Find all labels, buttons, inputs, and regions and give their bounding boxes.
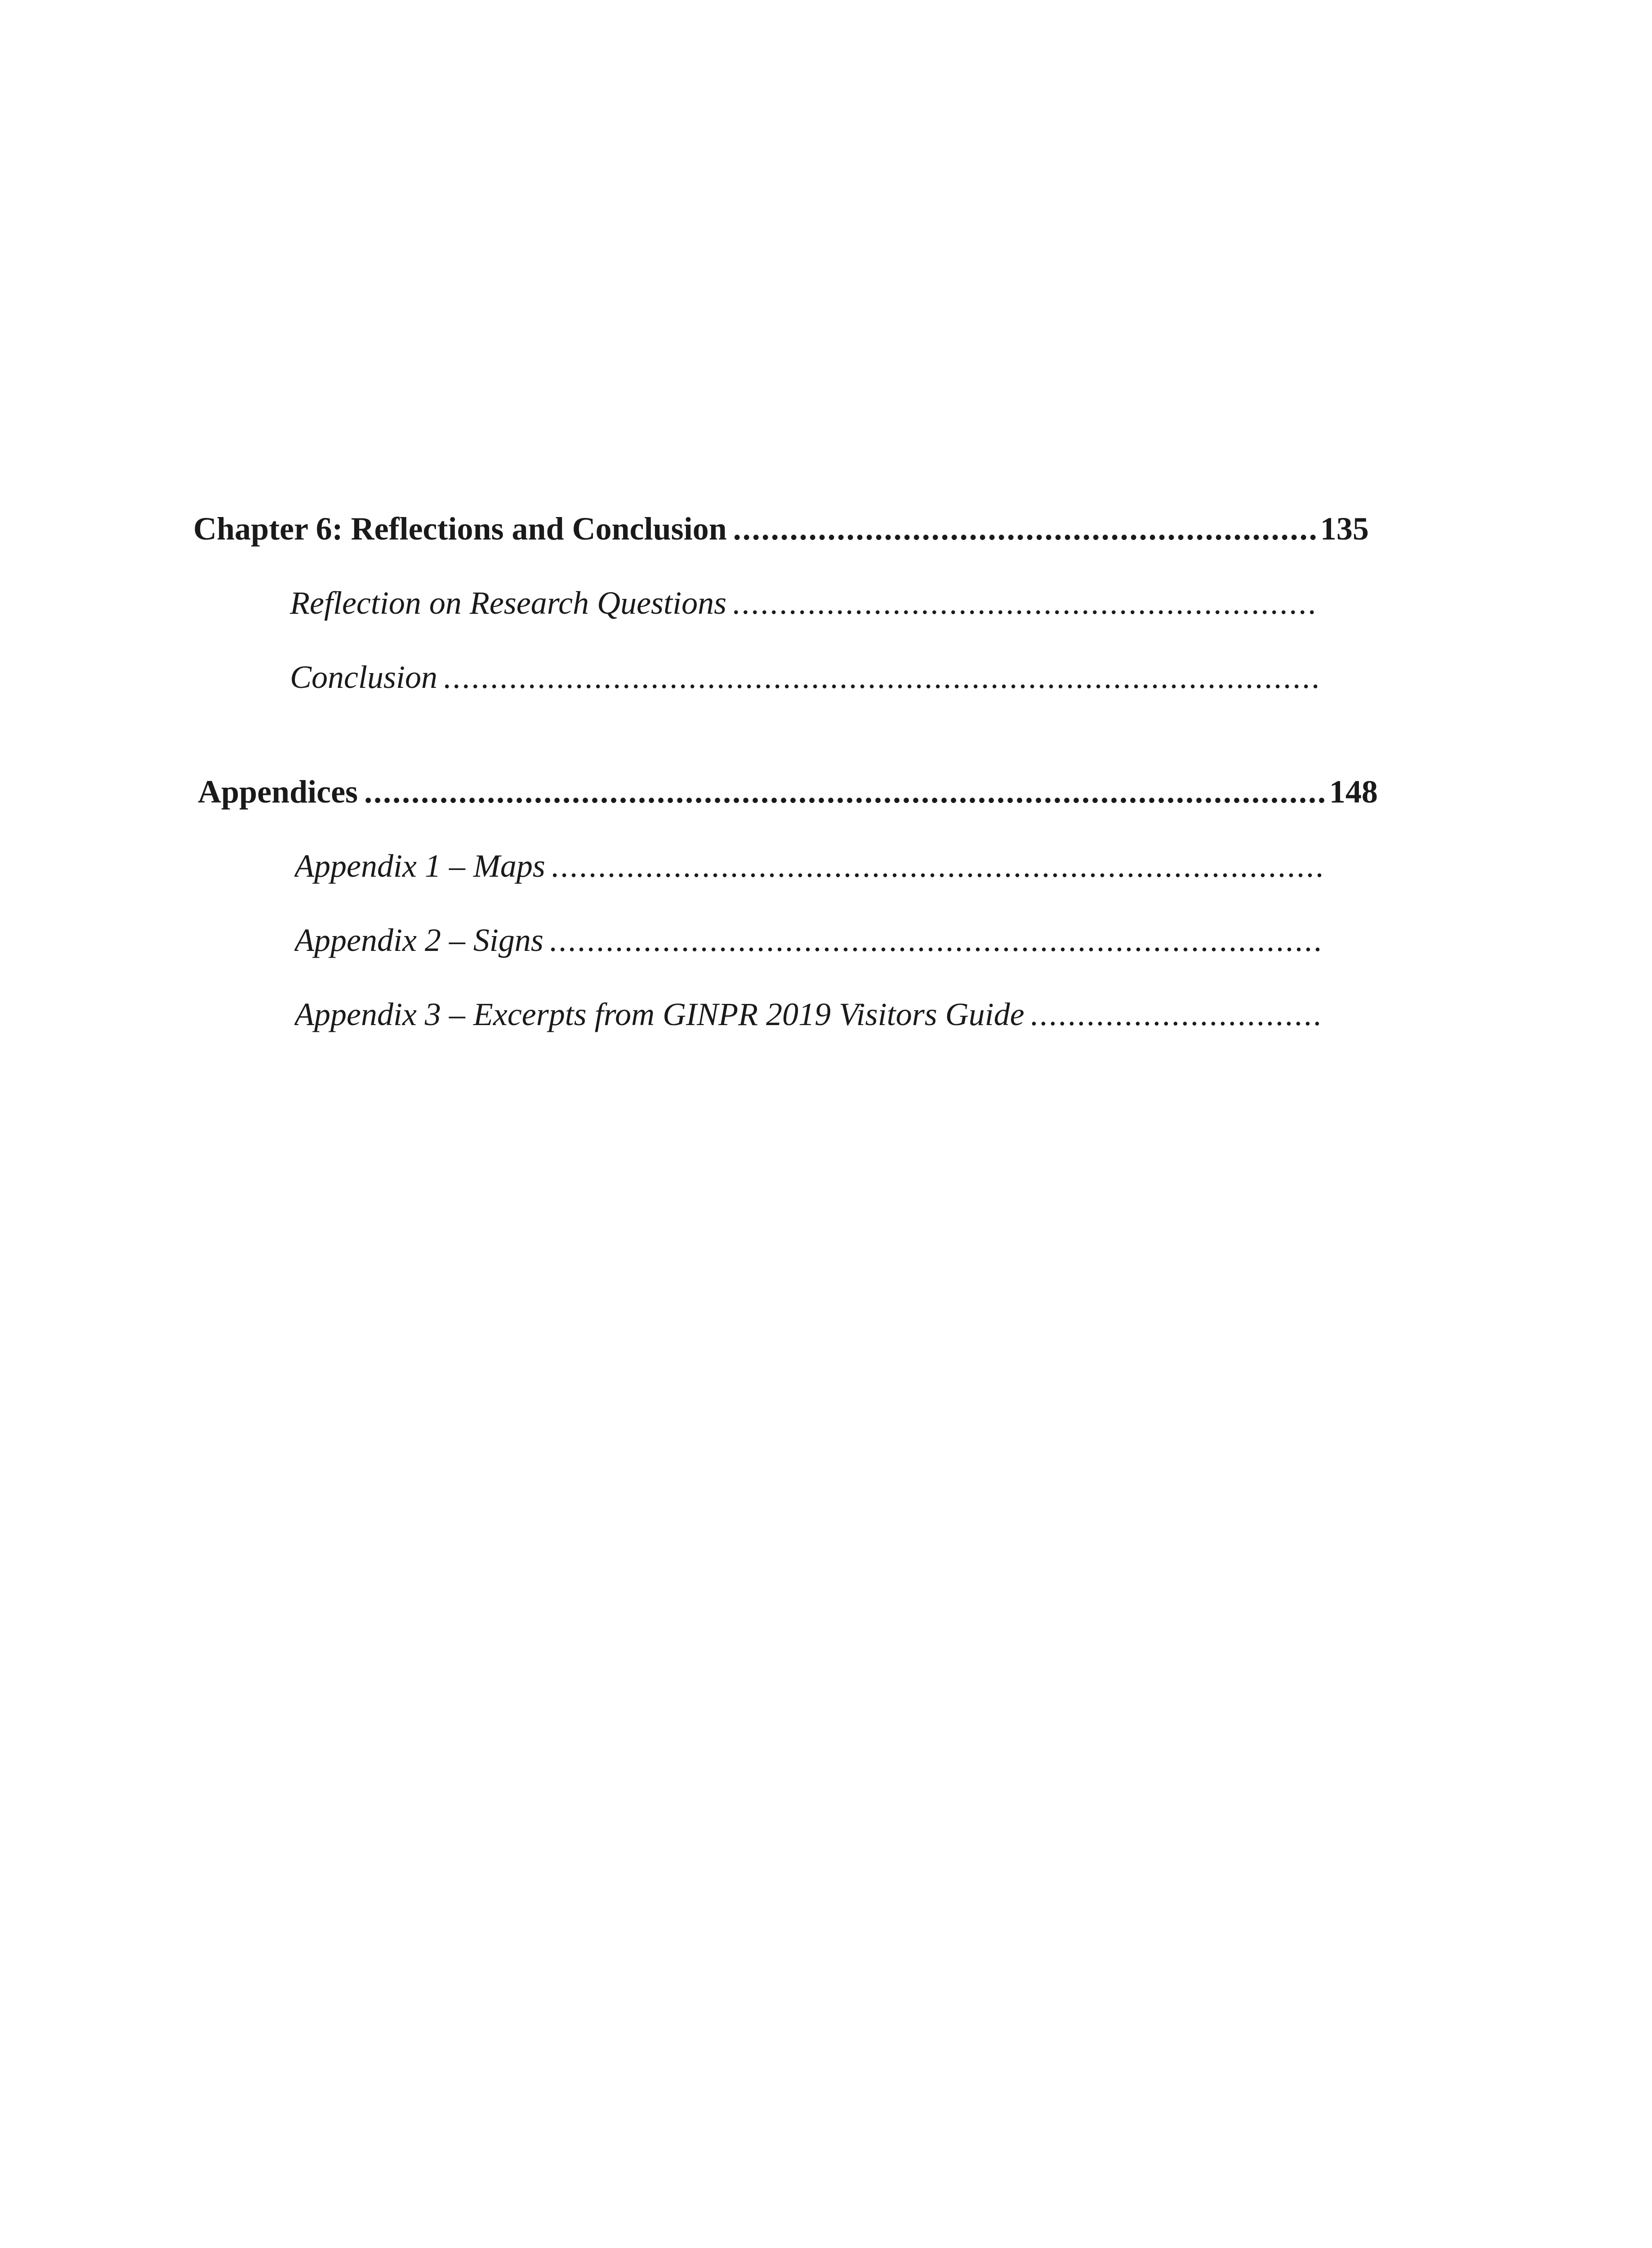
dot-leader [733,584,1315,622]
toc-subentry-reflection [290,584,1315,622]
toc-subentry-appendix-1 [294,847,1322,885]
toc-subentry-appendix-3 [294,996,1322,1033]
toc-entry-title: Chapter 6: Reflections and Conclusion [193,511,727,547]
toc-subentry-title: Conclusion [290,659,438,695]
dot-leader [550,922,1322,959]
dot-leader [733,510,1316,548]
toc-subentry-title: Appendix 1 – Maps [294,848,545,884]
toc-subentry-appendix-2 [294,922,1322,959]
toc-subentry-title: Appendix 3 – Excerpts from GINPR 2019 Visitors Guide [294,996,1024,1032]
toc-entry-title: Appendices [198,774,358,810]
toc-subentry-title: Reflection on Research Questions [290,585,727,621]
toc-entry-chapter-6 [193,510,1369,548]
toc-page-number: 135 [1320,511,1369,547]
dot-leader [364,773,1325,811]
toc-page-number: 148 [1329,774,1378,810]
toc-entry-appendices [198,773,1378,811]
dot-leader [552,847,1322,885]
toc-subentry-conclusion [290,659,1319,696]
toc-subentry-title: Appendix 2 – Signs [294,922,543,958]
dot-leader [1031,996,1322,1033]
dot-leader [444,659,1319,696]
